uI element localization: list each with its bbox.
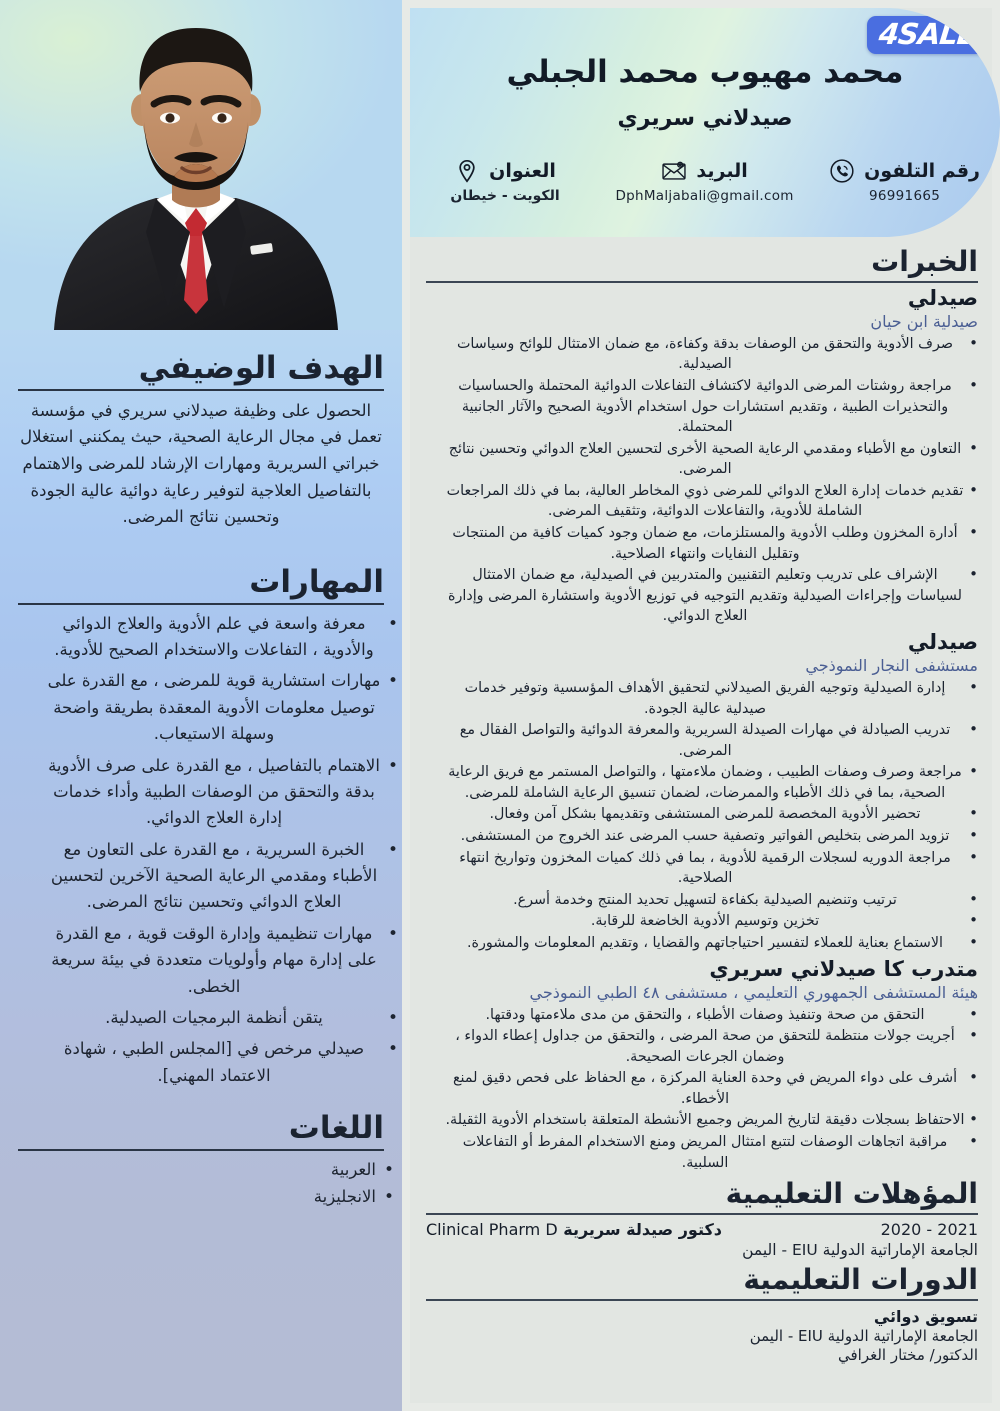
- list-item: • مهارات استشارية قوية للمرضى ، مع القدرة على توصيل معلومات الأدوية المعقدة بطريقة واضحة وسهلة الاستيعاب.: [18, 668, 384, 747]
- profile-photo: [0, 0, 402, 330]
- languages-divider: [18, 1149, 384, 1151]
- experience-title: الخبرات: [871, 245, 978, 278]
- experience-job: [426, 629, 978, 954]
- experience-job: [426, 285, 978, 627]
- list-item: • مراقبة اتجاهات الوصفات لتتبع امتثال المريض ومنع الاستخدام المفرط أو التفاعلات السلبية.: [426, 1132, 978, 1173]
- header-band: [410, 8, 1000, 237]
- list-item: • مراجعة وصرف وصفات الطبيب ، وضمان ملاءمتها ، والتواصل المستمر مع فريق الرعاية الصحية، بما في ذلك الأطباء والممرضات، لضمان تنسيق الرعاية الشاملة للمرضى.: [426, 762, 978, 803]
- education-school: الجامعة الإماراتية الدولية EIU - اليمن: [742, 1240, 978, 1259]
- main-content: [402, 0, 1000, 1411]
- job-bullets: [426, 334, 978, 627]
- objective-title: الهدف الوضيفي: [138, 350, 384, 386]
- contact-phone[interactable]: [829, 158, 980, 204]
- list-item: • معرفة واسعة في علم الأدوية والعلاج الدوائي والأدوية ، التفاعلات والاستخدام الصحيح للأدوية.: [18, 611, 384, 664]
- list-item: • التحقق من صحة وتنفيذ وصفات الأطباء ، والتحقق من مدى ملاءمتها ودقتها.: [426, 1005, 978, 1026]
- list-item: • الخبرة السريرية ، مع القدرة على التعاون مع الأطباء ومقدمي الرعاية الصحية الآخرين لتحسين العلاج الدوائي وتحسين نتائج المرضى.: [18, 837, 384, 916]
- list-item: • تخزين وتوسيم الأدوية الخاضعة للرقابة.: [426, 911, 978, 932]
- list-item: • يتقن أنظمة البرمجيات الصيدلية.: [18, 1005, 384, 1031]
- list-item: • صيدلي مرخص في [المجلس الطبي ، شهادة الاعتماد المهني].: [18, 1036, 384, 1089]
- list-item: • أدارة المخزون وطلب الأدوية والمستلزمات، مع ضمان وجود كميات كافية من المنتجات وتقليل النفايات وانتهاء الصلاحية.: [426, 523, 978, 564]
- location-pin-icon: [454, 158, 480, 184]
- skills-list: [18, 611, 384, 1090]
- contact-address-value: الكويت - خيطان: [450, 188, 560, 204]
- skills-divider: [18, 603, 384, 605]
- 4sale-badge-label: 4SALE: [877, 17, 978, 51]
- objective-text: الحصول على وظيفة صيدلاني سريري في مؤسسة تعمل في مجال الرعاية الصحية، حيث يمكنني استغلال خبراتي السريرية ومهارات الإرشاد للمرضى والاهتمام بالتفاصيل العلاجية لتوفير رعاية دوائية عالية الجودة وتحسين نتائج المرضى.: [20, 400, 382, 527]
- list-item: • الاستماع بعناية للعملاء لتفسير احتياجاتهم والقضايا ، وتقديم المعلومات والمشورة.: [426, 933, 978, 954]
- education-degree-ar: دكتور صيدلة سريرية: [563, 1219, 722, 1239]
- job-bullets: [426, 678, 978, 954]
- job-organization: مستشفى النجار النموذجي: [805, 656, 978, 676]
- job-title: صيدلي: [907, 285, 978, 310]
- main-sections: [426, 247, 978, 1364]
- job-bullets: [426, 1005, 978, 1174]
- list-item: • العربية: [18, 1157, 384, 1183]
- experience-section: [426, 247, 978, 1173]
- languages-list: [18, 1157, 384, 1211]
- contact-email-label: البريد: [696, 160, 748, 182]
- courses-divider: [426, 1299, 978, 1301]
- languages-title: اللغات: [288, 1110, 384, 1146]
- objective-section: [0, 352, 402, 531]
- contact-email-value[interactable]: DphMaljabali@gmail.com: [615, 188, 794, 204]
- list-item: • أشرف على دواء المريض في وحدة العناية المركزة ، مع الحفاظ على فحص دقيق لمنع الأخطاء.: [426, 1068, 978, 1109]
- skills-section: [0, 566, 402, 1094]
- course-name: تسويق دوائي: [873, 1306, 978, 1326]
- list-item: • أجريت جولات منتظمة للتحقق من صحة المرضى ، والتحقق من جداول إعطاء الدواء ، وضمان الجرعات الصحيحة.: [426, 1026, 978, 1067]
- list-item: • إدارة الصيدلية وتوجيه الفريق الصيدلاني لتحقيق الأهداف المؤسسية وتوفير خدمات صيدلية عالية الجودة.: [426, 678, 978, 719]
- education-row: [426, 1220, 978, 1239]
- list-item: • الإشراف على تدريب وتعليم التقنيين والمتدربين في الصيدلية، مع ضمان الامتثال لسياسات وإجراءات الصيدلية وتقديم التوجيه في توزيع الأدوية واستشارة المرضى وإدارة العلاج الدوائي.: [426, 565, 978, 627]
- list-item: • تزويد المرضى بتخليص الفواتير وتصفية حسب المرضى عند الخروج من المستشفى.: [426, 826, 978, 847]
- contact-email[interactable]: [615, 158, 793, 204]
- list-item: • مراجعة الدوريه لسجلات الرقمية للأدوية ، بما في ذلك كميات المخزون وتواريخ انتهاء الصلاحية.: [426, 848, 978, 889]
- page-title: محمد مهيوب محمد الجبلي: [506, 54, 904, 90]
- list-item: • التعاون مع الأطباء ومقدمي الرعاية الصحية الأخرى لتحسين العلاج الدوائي وتحسين نتائج المرضى.: [426, 439, 978, 480]
- phone-icon: [829, 158, 855, 184]
- list-item: • تحضير الأدوية المخصصة للمرضى المستشفى وتقديمها بشكل آمن وفعال.: [426, 804, 978, 825]
- contact-address: [430, 158, 580, 204]
- education-degree-en: Clinical Pharm D: [426, 1219, 558, 1239]
- objective-divider: [18, 389, 384, 391]
- job-title: متدرب كا صيدلاني سريري: [709, 956, 978, 981]
- list-item: • الاحتفاظ بسجلات دقيقة لتاريخ المريض وجميع الأنشطة المتعلقة باستخدام الأدوية الثقيلة.: [426, 1110, 978, 1131]
- list-item: • صرف الأدوية والتحقق من الوصفات بدقة وكفاءة، مع ضمان الامتثال للوائح وسياسات الصيدلية.: [426, 334, 978, 375]
- contact-address-label: العنوان: [489, 160, 556, 182]
- course-school: الجامعة الإماراتية الدولية EIU - اليمن: [749, 1326, 978, 1345]
- portrait-illustration: [36, 18, 356, 330]
- experience-divider: [426, 281, 978, 283]
- contact-phone-value[interactable]: 96991665: [869, 188, 941, 204]
- education-divider: [426, 1213, 978, 1215]
- contact-row: [430, 158, 980, 204]
- contact-phone-label: رقم التلفون: [864, 160, 980, 182]
- experience-job: [426, 956, 978, 1174]
- education-degree: [426, 1220, 722, 1239]
- list-item: • الانجليزية: [18, 1184, 384, 1210]
- 4sale-watermark-badge: [867, 16, 988, 54]
- sidebar: [0, 0, 402, 1411]
- list-item: • مهارات تنظيمية وإدارة الوقت قوية ، مع القدرة على إدارة مهام وأولويات متعددة في بيئة سريعة الخطى.: [18, 921, 384, 1000]
- education-title: المؤهلات التعليمية: [725, 1177, 978, 1211]
- skills-title: المهارات: [249, 564, 384, 600]
- courses-section: [426, 1262, 978, 1364]
- job-title: صيدلي: [907, 629, 978, 654]
- list-item: • تقديم خدمات إدارة العلاج الدوائي للمرضى ذوي المخاطر العالية، بما في ذلك المراجعات الشاملة للأدوية، والتفاعلات الدوائية، وتثقيف المرضى.: [426, 481, 978, 522]
- courses-title: الدورات التعليمية: [743, 1262, 978, 1296]
- languages-section: [0, 1112, 402, 1211]
- education-date: 2020 - 2021: [880, 1219, 978, 1239]
- list-item: • الاهتمام بالتفاصيل ، مع القدرة على صرف الأدوية بدقة والتحقق من الوصفات الطبية وأداء خدمات إدارة العلاج الدوائي.: [18, 753, 384, 832]
- list-item: • تدريب الصيادلة في مهارات الصيدلة السريرية والمعرفة الدوائية والتواصل الفقال مع المرضى.: [426, 720, 978, 761]
- job-role-subtitle: صيدلاني سريري: [617, 106, 793, 131]
- job-organization: صيدلية ابن حيان: [870, 312, 978, 332]
- course-instructor: الدكتور/ مختار الغرافي: [837, 1345, 978, 1364]
- envelope-icon: [661, 158, 687, 184]
- list-item: • ترتيب وتنضيم الصيدلية بكفاءة لتسهيل تحديد المنتج وخدمة أسرع.: [426, 890, 978, 911]
- education-section: [426, 1179, 978, 1259]
- list-item: • مراجعة روشتات المرضى الدوائية لاكتشاف التفاعلات الدوائية المحتملة والحساسيات والتحذيرات الطبية ، وتقديم استشارات حول استخدام الأدوية الصحيح والآثار الجانبية المحتملة.: [426, 376, 978, 438]
- job-organization: هيئة المستشفى الجمهوري التعليمي ، مستشفى ٤٨ الطبي النموذجي: [529, 982, 978, 1002]
